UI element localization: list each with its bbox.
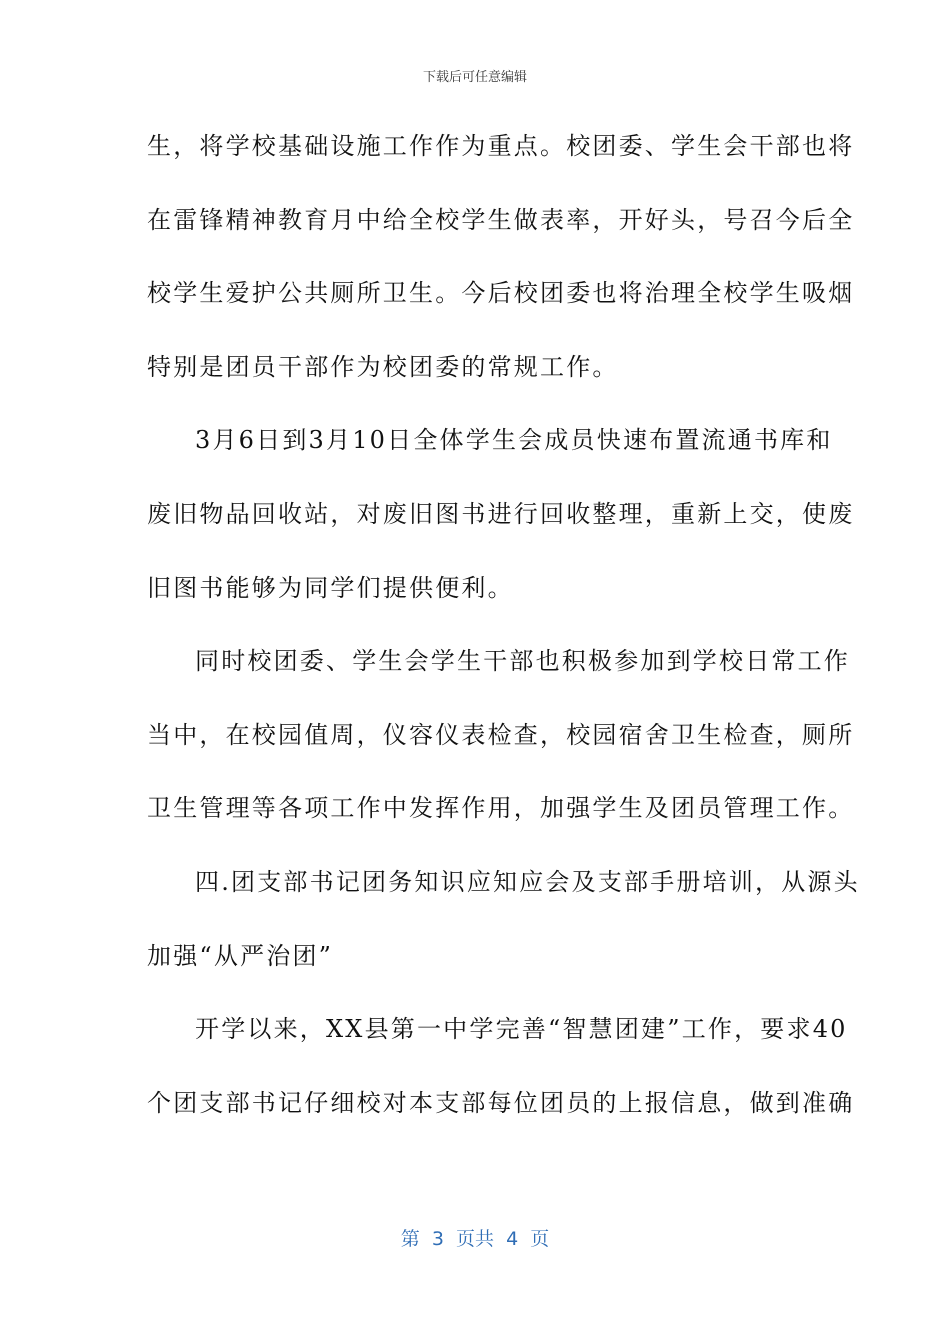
text-line: 个团支部书记仔细校对本支部每位团员的上报信息，做到准确	[147, 1088, 855, 1117]
page-number-footer: 第 3 页共 4 页	[400, 1228, 550, 1250]
text-line: 卫生管理等各项工作中发挥作用，加强学生及团员管理工作。	[147, 794, 855, 823]
text-line: 旧图书能够为同学们提供便利。	[147, 573, 514, 602]
text-line: 当中，在校园值周，仪容仪表检查，校园宿舍卫生检查，厕所	[147, 720, 855, 749]
text-line: 特别是团员干部作为校团委的常规工作。	[147, 352, 619, 381]
text-line: 校学生爱护公共厕所卫生。今后校团委也将治理全校学生吸烟	[147, 279, 855, 308]
text-line: 同时校团委、学生会学生干部也积极参加到学校日常工作	[195, 647, 850, 676]
text-line: 废旧物品回收站，对废旧图书进行回收整理，重新上交，使废	[147, 499, 855, 528]
text-line: 开学以来，XX县第一中学完善“智慧团建”工作，要求40	[195, 1015, 848, 1044]
text-line: 四.团支部书记团务知识应知应会及支部手册培训，从源头	[195, 867, 860, 896]
text-line: 在雷锋精神教育月中给全校学生做表率，开好头，号召今后全	[147, 205, 855, 234]
document-body	[147, 110, 860, 1140]
text-line: 生，将学校基础设施工作作为重点。校团委、学生会干部也将	[147, 132, 855, 160]
text-line: 加强“从严治团”	[147, 941, 334, 970]
text-line: 3月6日到3月10日全体学生会成员快速布置流通书库和	[195, 426, 833, 455]
page-header: 下载后可任意编辑	[422, 70, 527, 85]
